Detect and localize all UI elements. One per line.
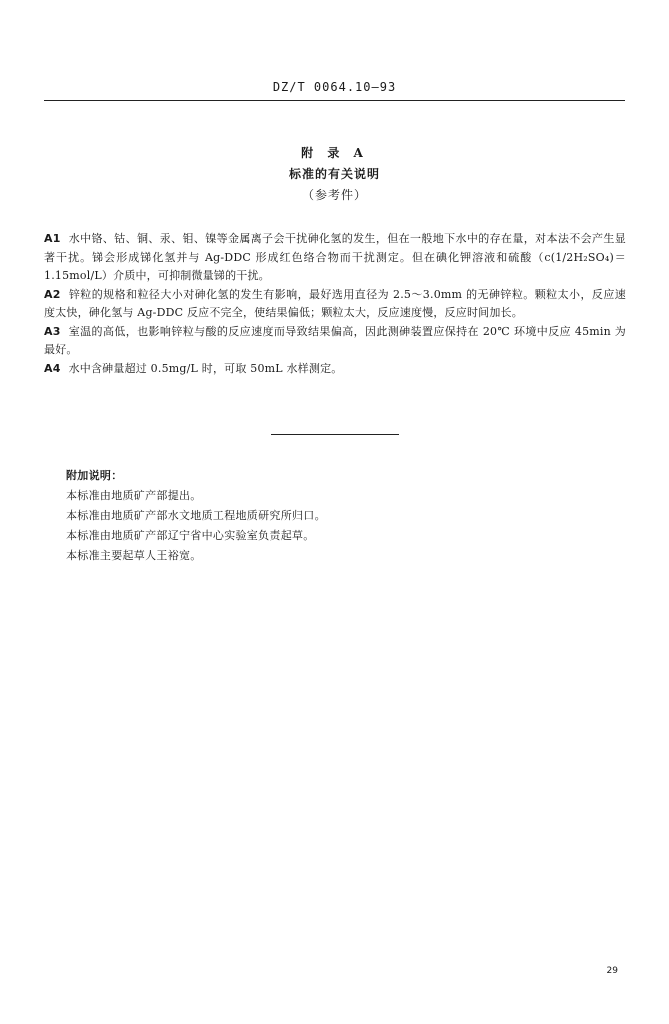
appendix-heading	[0, 143, 669, 206]
clause-a3	[44, 323, 626, 360]
clause-a1	[44, 230, 626, 286]
appendix-note: （参考件）	[301, 188, 367, 202]
clause-text: 水中含砷量超过 0.5mg/L 时，可取 50mL 水样测定。	[68, 361, 343, 375]
appendix-title: 附 录 A	[301, 146, 368, 160]
clause-id: A3	[44, 324, 61, 338]
header-rule	[44, 100, 625, 101]
clause-a2	[44, 286, 626, 323]
clause-id: A1	[44, 232, 61, 245]
clause-text: 锌粒的规格和粒径大小对砷化氢的发生有影响，最好选用直径为 2.5～3.0mm 的无砷锌粒。颗粒太小，反应速度太快，砷化氢与 Ag-DDC 反应不完全，使结果偏低；颗粒太大，反应速度慢，反应时间加长。	[44, 287, 626, 319]
clause-text: 室温的高低，也影响锌粒与酸的反应速度而导致结果偏高，因此测砷装置应保持在 20℃ 环境中反应 45min 为最好。	[44, 324, 626, 356]
additional-note-line: 本标准由地质矿产部辽宁省中心实验室负责起草。	[66, 529, 315, 542]
additional-notes-heading: 附加说明：	[66, 469, 123, 482]
clause-id: A4	[44, 361, 61, 375]
clause-text: 水中铬、钴、铜、汞、钼、镍等金属离子会干扰砷化氢的发生，但在一般地下水中的存在量，对本法不会产生显著干扰。锑会形成锑化氢并与 Ag-DDC 形成红色络合物而干扰测定。但在碘化钾溶液和硫酸（c(1/2H₂SO₄)＝1.15mol/L）介质中，可抑制微量锑的干扰。	[44, 232, 626, 282]
end-of-text-rule	[271, 434, 399, 435]
additional-note-line: 本标准由地质矿产部提出。	[66, 489, 202, 502]
clause-a4	[44, 360, 626, 379]
page-number: 29	[606, 966, 618, 976]
clause-id: A2	[44, 287, 61, 301]
clause-list	[44, 230, 626, 378]
additional-note-line: 本标准由地质矿产部水文地质工程地质研究所归口。	[66, 509, 326, 522]
appendix-subtitle: 标准的有关说明	[288, 167, 380, 181]
standard-code: DZ/T 0064.10—93	[272, 80, 397, 94]
additional-note-line: 本标准主要起草人王裕宽。	[66, 549, 202, 562]
additional-notes	[66, 466, 606, 566]
